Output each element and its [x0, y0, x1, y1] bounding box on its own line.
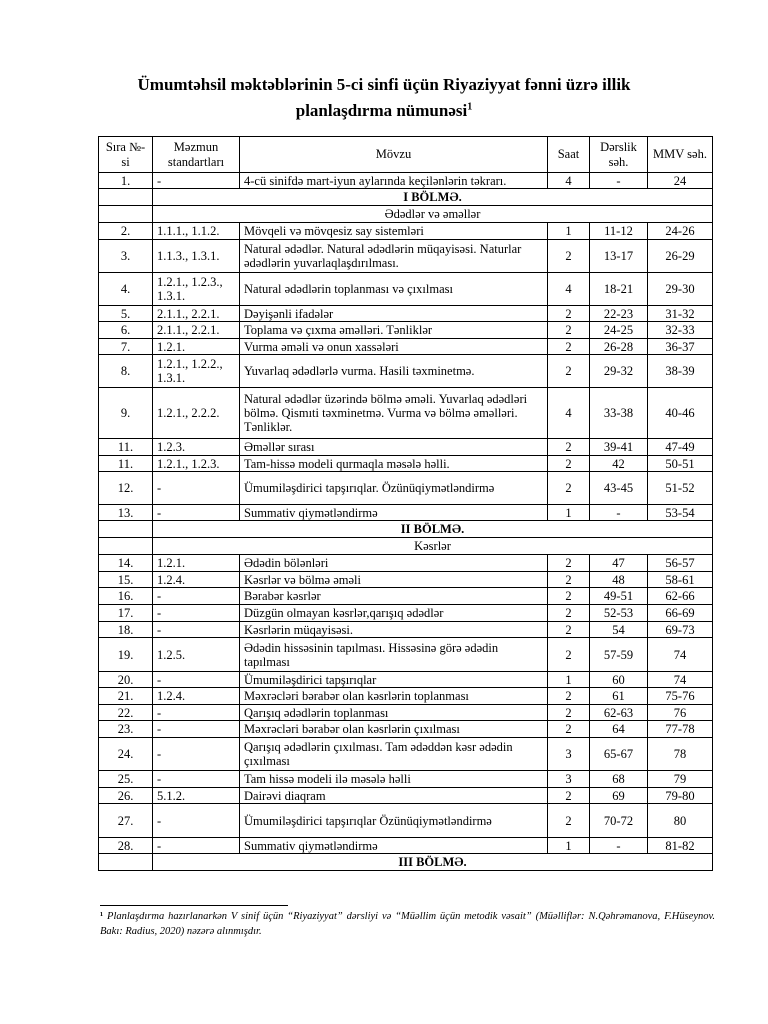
table-row	[99, 472, 713, 505]
table-row	[99, 721, 713, 738]
cell-hours: 3	[548, 738, 590, 771]
table-row	[99, 804, 713, 838]
cell-hours: 2	[548, 355, 590, 388]
document-title	[100, 72, 668, 124]
cell-standards: 1.2.1., 2.2.2.	[153, 388, 240, 439]
cell-standards: -	[153, 771, 240, 788]
header-standards: Məzmun standartları	[153, 137, 240, 173]
table-row	[99, 572, 713, 588]
header-mmv-pages: MMV səh.	[648, 137, 713, 173]
subsection-row	[99, 206, 713, 223]
cell-mmv-pages: 58-61	[648, 572, 713, 588]
cell-textbook-pages: 42	[590, 456, 648, 472]
cell-topic: Qarışıq ədədlərin çıxılması. Tam ədəddən kəsr ədədin çıxılması	[240, 738, 548, 771]
cell-row-number: 7.	[99, 339, 153, 355]
footnote-text: Planlaşdırma hazırlanarkən V sinif üçün “Riyaziyyat” dərsliyi və “Müəllim üçün metodik vəsait” (Müəlliflər: N.Qəhrəmanova, F.Hüseynov. Bakı: Radius, 2020) nəzərə alınmışdır.	[100, 911, 715, 937]
cell-hours: 4	[548, 388, 590, 439]
cell-topic: Əməllər sırası	[240, 439, 548, 456]
cell-standards: 1.1.1., 1.1.2.	[153, 223, 240, 240]
section-row	[99, 521, 713, 538]
cell-mmv-pages: 26-29	[648, 240, 713, 273]
cell-row-number: 24.	[99, 738, 153, 771]
cell-empty	[99, 538, 153, 555]
cell-hours: 1	[548, 838, 590, 854]
cell-row-number: 6.	[99, 322, 153, 339]
table-row	[99, 838, 713, 854]
cell-row-number: 20.	[99, 672, 153, 688]
cell-row-number: 27.	[99, 804, 153, 838]
cell-row-number: 28.	[99, 838, 153, 854]
header-hours: Saat	[548, 137, 590, 173]
cell-standards: 1.1.3., 1.3.1.	[153, 240, 240, 273]
table-row	[99, 456, 713, 472]
cell-mmv-pages: 66-69	[648, 605, 713, 622]
table-row	[99, 388, 713, 439]
table-row	[99, 439, 713, 456]
cell-topic: Toplama və çıxma əməlləri. Tənliklər	[240, 322, 548, 339]
table-row	[99, 322, 713, 339]
cell-mmv-pages: 77-78	[648, 721, 713, 738]
cell-empty	[99, 189, 153, 206]
cell-topic: Mövqeli və mövqesiz say sistemləri	[240, 223, 548, 240]
cell-hours: 2	[548, 622, 590, 638]
cell-hours: 2	[548, 588, 590, 605]
cell-hours: 2	[548, 804, 590, 838]
cell-row-number: 11.	[99, 456, 153, 472]
cell-row-number: 25.	[99, 771, 153, 788]
cell-mmv-pages: 32-33	[648, 322, 713, 339]
table-row	[99, 223, 713, 240]
cell-row-number: 2.	[99, 223, 153, 240]
table-row	[99, 588, 713, 605]
cell-topic: Kəsrlər və bölmə əməli	[240, 572, 548, 588]
cell-topic: Ümumiləşdirici tapşırıqlar	[240, 672, 548, 688]
cell-topic: Tam-hissə modeli qurmaqla məsələ həlli.	[240, 456, 548, 472]
table-row	[99, 355, 713, 388]
cell-standards: -	[153, 672, 240, 688]
cell-standards: -	[153, 605, 240, 622]
cell-row-number: 8.	[99, 355, 153, 388]
cell-topic: Natural ədədlər. Natural ədədlərin müqayisəsi. Naturlar ədədlərin yuvarlaqlaşdırılması.	[240, 240, 548, 273]
cell-standards: -	[153, 705, 240, 721]
cell-hours: 2	[548, 472, 590, 505]
cell-empty	[99, 206, 153, 223]
cell-topic: Ədədin hissəsinin tapılması. Hissəsinə görə ədədin tapılması	[240, 638, 548, 672]
table-row	[99, 555, 713, 572]
cell-topic: 4-cü sinifdə mart-iyun aylarında keçilənlərin təkrarı.	[240, 173, 548, 189]
cell-textbook-pages: 24-25	[590, 322, 648, 339]
cell-textbook-pages: 13-17	[590, 240, 648, 273]
cell-row-number: 12.	[99, 472, 153, 505]
table-row	[99, 622, 713, 638]
footnote-mark: ¹	[100, 911, 104, 922]
cell-mmv-pages: 79-80	[648, 788, 713, 804]
cell-textbook-pages: 54	[590, 622, 648, 638]
cell-textbook-pages: 26-28	[590, 339, 648, 355]
cell-textbook-pages: 61	[590, 688, 648, 705]
cell-row-number: 16.	[99, 588, 153, 605]
cell-standards: -	[153, 173, 240, 189]
annual-plan-table	[98, 136, 713, 871]
cell-textbook-pages: 62-63	[590, 705, 648, 721]
table-row	[99, 672, 713, 688]
cell-mmv-pages: 40-46	[648, 388, 713, 439]
cell-textbook-pages: 43-45	[590, 472, 648, 505]
cell-mmv-pages: 31-32	[648, 306, 713, 322]
cell-textbook-pages: 11-12	[590, 223, 648, 240]
table-body	[99, 173, 713, 871]
cell-mmv-pages: 79	[648, 771, 713, 788]
cell-textbook-pages: 65-67	[590, 738, 648, 771]
cell-mmv-pages: 24-26	[648, 223, 713, 240]
footnote	[100, 909, 715, 939]
cell-topic: Qarışıq ədədlərin toplanması	[240, 705, 548, 721]
cell-hours: 3	[548, 771, 590, 788]
cell-row-number: 4.	[99, 273, 153, 306]
cell-standards: 1.2.1., 1.2.3., 1.3.1.	[153, 273, 240, 306]
cell-standards: 2.1.1., 2.2.1.	[153, 322, 240, 339]
cell-topic: Tam hissə modeli ilə məsələ həlli	[240, 771, 548, 788]
cell-row-number: 5.	[99, 306, 153, 322]
cell-standards: -	[153, 622, 240, 638]
header-no: Sıra №-si	[99, 137, 153, 173]
cell-textbook-pages: -	[590, 505, 648, 521]
cell-mmv-pages: 53-54	[648, 505, 713, 521]
cell-mmv-pages: 76	[648, 705, 713, 721]
cell-row-number: 14.	[99, 555, 153, 572]
cell-row-number: 11.	[99, 439, 153, 456]
cell-hours: 2	[548, 605, 590, 622]
cell-textbook-pages: 60	[590, 672, 648, 688]
cell-topic: Bərabər kəsrlər	[240, 588, 548, 605]
cell-hours: 2	[548, 705, 590, 721]
table-row	[99, 505, 713, 521]
cell-topic: Summativ qiymətləndirmə	[240, 838, 548, 854]
cell-textbook-pages: -	[590, 838, 648, 854]
table-row	[99, 273, 713, 306]
cell-row-number: 9.	[99, 388, 153, 439]
table-row	[99, 788, 713, 804]
table-row	[99, 306, 713, 322]
cell-textbook-pages: 68	[590, 771, 648, 788]
cell-topic: Ümumiləşdirici tapşırıqlar. Özünüqiymətləndirmə	[240, 472, 548, 505]
cell-standards: -	[153, 472, 240, 505]
cell-textbook-pages: 48	[590, 572, 648, 588]
cell-hours: 2	[548, 688, 590, 705]
table-row	[99, 605, 713, 622]
section-title: III BÖLMƏ.	[153, 854, 713, 871]
cell-standards: 1.2.3.	[153, 439, 240, 456]
cell-standards: 5.1.2.	[153, 788, 240, 804]
cell-textbook-pages: 70-72	[590, 804, 648, 838]
cell-mmv-pages: 69-73	[648, 622, 713, 638]
cell-textbook-pages: -	[590, 173, 648, 189]
cell-standards: 1.2.1.	[153, 339, 240, 355]
title-line-1: Ümumtəhsil məktəblərinin 5-ci sinfi üçün Riyaziyyat fənni üzrə illik	[137, 75, 631, 94]
cell-textbook-pages: 29-32	[590, 355, 648, 388]
cell-mmv-pages: 74	[648, 638, 713, 672]
header-textbook-pages: Dərslik səh.	[590, 137, 648, 173]
subsection-title: Ədədlər və əməllər	[153, 206, 713, 223]
table-row	[99, 705, 713, 721]
section-title: II BÖLMƏ.	[153, 521, 713, 538]
cell-row-number: 22.	[99, 705, 153, 721]
cell-topic: Kəsrlərin müqayisəsi.	[240, 622, 548, 638]
cell-standards: 1.2.4.	[153, 572, 240, 588]
cell-standards: -	[153, 804, 240, 838]
cell-standards: -	[153, 588, 240, 605]
cell-standards: 1.2.1., 1.2.2., 1.3.1.	[153, 355, 240, 388]
footnote-reference: 1	[467, 101, 473, 113]
cell-row-number: 23.	[99, 721, 153, 738]
cell-hours: 2	[548, 306, 590, 322]
cell-hours: 2	[548, 638, 590, 672]
section-row	[99, 854, 713, 871]
subsection-title: Kəsrlər	[153, 538, 713, 555]
cell-hours: 2	[548, 439, 590, 456]
table-row	[99, 638, 713, 672]
cell-standards: 1.2.1.	[153, 555, 240, 572]
cell-textbook-pages: 22-23	[590, 306, 648, 322]
cell-mmv-pages: 74	[648, 672, 713, 688]
table-row	[99, 771, 713, 788]
cell-topic: Natural ədədlər üzərində bölmə əməli. Yuvarlaq ədədləri bölmə. Qismıti təxminetmə. Vurma və bölmə əməlləri. Tənliklər.	[240, 388, 548, 439]
table-row	[99, 738, 713, 771]
cell-hours: 2	[548, 572, 590, 588]
cell-topic: Summativ qiymətləndirmə	[240, 505, 548, 521]
cell-topic: Məxrəcləri bərabər olan kəsrlərin çıxılması	[240, 721, 548, 738]
cell-topic: Yuvarlaq ədədlərlə vurma. Hasili təxminetmə.	[240, 355, 548, 388]
cell-standards: -	[153, 838, 240, 854]
cell-hours: 1	[548, 505, 590, 521]
cell-standards: -	[153, 721, 240, 738]
cell-textbook-pages: 18-21	[590, 273, 648, 306]
cell-row-number: 21.	[99, 688, 153, 705]
section-row	[99, 189, 713, 206]
cell-topic: Ədədin bölənləri	[240, 555, 548, 572]
cell-standards: 1.2.1., 1.2.3.	[153, 456, 240, 472]
cell-row-number: 26.	[99, 788, 153, 804]
cell-standards: -	[153, 505, 240, 521]
cell-mmv-pages: 78	[648, 738, 713, 771]
cell-row-number: 3.	[99, 240, 153, 273]
cell-mmv-pages: 24	[648, 173, 713, 189]
cell-hours: 2	[548, 555, 590, 572]
cell-hours: 4	[548, 273, 590, 306]
cell-hours: 2	[548, 322, 590, 339]
header-topic: Mövzu	[240, 137, 548, 173]
cell-mmv-pages: 47-49	[648, 439, 713, 456]
cell-textbook-pages: 47	[590, 555, 648, 572]
table-header-row	[99, 137, 713, 173]
table-row	[99, 173, 713, 189]
cell-hours: 2	[548, 721, 590, 738]
cell-row-number: 18.	[99, 622, 153, 638]
table-row	[99, 240, 713, 273]
cell-row-number: 19.	[99, 638, 153, 672]
cell-mmv-pages: 81-82	[648, 838, 713, 854]
cell-empty	[99, 521, 153, 538]
cell-mmv-pages: 29-30	[648, 273, 713, 306]
cell-topic: Natural ədədlərin toplanması və çıxılması	[240, 273, 548, 306]
cell-mmv-pages: 75-76	[648, 688, 713, 705]
cell-topic: Məxrəcləri bərabər olan kəsrlərin toplanması	[240, 688, 548, 705]
subsection-row	[99, 538, 713, 555]
cell-mmv-pages: 36-37	[648, 339, 713, 355]
cell-textbook-pages: 57-59	[590, 638, 648, 672]
cell-hours: 2	[548, 456, 590, 472]
cell-hours: 4	[548, 173, 590, 189]
cell-topic: Dairəvi diaqram	[240, 788, 548, 804]
cell-hours: 1	[548, 672, 590, 688]
cell-topic: Ümumiləşdirici tapşırıqlar Özünüqiymətləndirmə	[240, 804, 548, 838]
section-title: I BÖLMƏ.	[153, 189, 713, 206]
cell-row-number: 17.	[99, 605, 153, 622]
cell-textbook-pages: 52-53	[590, 605, 648, 622]
title-line-2	[100, 98, 668, 124]
cell-mmv-pages: 50-51	[648, 456, 713, 472]
cell-mmv-pages: 80	[648, 804, 713, 838]
footnote-separator	[100, 905, 288, 906]
title-line-2-text: planlaşdırma nümunəsi	[295, 101, 468, 120]
cell-mmv-pages: 56-57	[648, 555, 713, 572]
cell-topic: Vurma əməli və onun xassələri	[240, 339, 548, 355]
cell-standards: 1.2.4.	[153, 688, 240, 705]
cell-textbook-pages: 69	[590, 788, 648, 804]
table-row	[99, 688, 713, 705]
cell-row-number: 13.	[99, 505, 153, 521]
cell-hours: 2	[548, 788, 590, 804]
cell-textbook-pages: 64	[590, 721, 648, 738]
cell-row-number: 15.	[99, 572, 153, 588]
cell-mmv-pages: 38-39	[648, 355, 713, 388]
cell-hours: 1	[548, 223, 590, 240]
cell-topic: Dəyişənli ifadələr	[240, 306, 548, 322]
cell-textbook-pages: 39-41	[590, 439, 648, 456]
cell-textbook-pages: 49-51	[590, 588, 648, 605]
cell-hours: 2	[548, 339, 590, 355]
cell-standards: 1.2.5.	[153, 638, 240, 672]
cell-empty	[99, 854, 153, 871]
cell-standards: -	[153, 738, 240, 771]
cell-topic: Düzgün olmayan kəsrlər,qarışıq ədədlər	[240, 605, 548, 622]
table-row	[99, 339, 713, 355]
cell-mmv-pages: 62-66	[648, 588, 713, 605]
cell-row-number: 1.	[99, 173, 153, 189]
cell-textbook-pages: 33-38	[590, 388, 648, 439]
cell-hours: 2	[548, 240, 590, 273]
cell-mmv-pages: 51-52	[648, 472, 713, 505]
cell-standards: 2.1.1., 2.2.1.	[153, 306, 240, 322]
